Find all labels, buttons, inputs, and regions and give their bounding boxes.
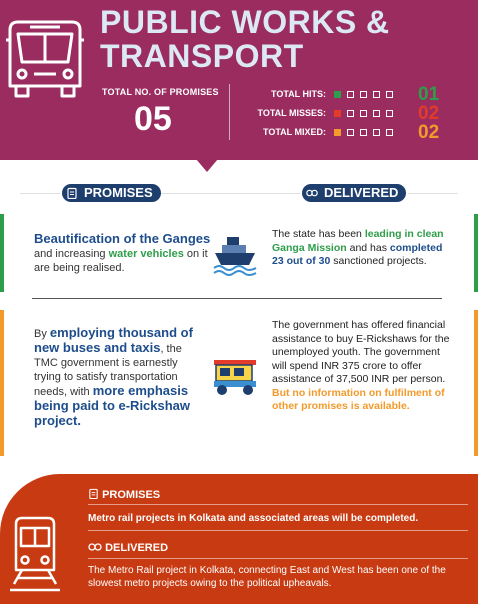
clipboard-icon (66, 187, 78, 199)
item-divider (32, 298, 442, 299)
stat-mixed-boxes (334, 129, 399, 147)
clipboard-icon (88, 488, 99, 499)
item2-delivered-text (272, 319, 452, 414)
page-title (100, 5, 390, 73)
item1-promise-end: on it are being realised. (34, 248, 208, 274)
bottom-promises-heading (88, 488, 160, 501)
item2-promise-a: By (34, 328, 50, 340)
stat-misses (236, 103, 466, 124)
total-promises-label: TOTAL NO. OF PROMISES (102, 87, 219, 97)
stat-box (386, 129, 393, 136)
header-notch (196, 159, 218, 172)
stat-box (386, 110, 393, 117)
item2-delivered-main: The government has offered financial assistance to buy E-Rickshaws for the unemployed youth. The government will spend INR 375 crore to offer assistance of 37,500 INR per person. (272, 319, 450, 385)
item1-promise-green: water vehicles (108, 248, 184, 260)
promises-heading-label: PROMISES (84, 185, 153, 200)
stat-box (360, 110, 367, 117)
item1-promise-text (34, 232, 224, 275)
item2-right-bar (474, 310, 478, 456)
item1-promise-bold: Beautification of the Ganges (34, 231, 211, 246)
bottom-panel (0, 474, 478, 604)
stat-box (347, 129, 354, 136)
stat-hits-value: 01 (418, 84, 440, 105)
stat-misses-label: TOTAL MISSES: (257, 108, 326, 118)
delivered-heading-label: DELIVERED (324, 185, 399, 200)
delivered-icon (306, 187, 318, 199)
e-rickshaw-icon (210, 356, 260, 398)
item1-delivered-green: leading in clean Ganga Mission (272, 228, 444, 254)
item1-delivered-text (272, 228, 447, 269)
promises-heading (62, 184, 161, 202)
bottom-delivered-label: DELIVERED (105, 542, 169, 554)
item1-right-bar (474, 214, 478, 292)
item2-promise-bold1: employing thousand of new buses and taxis (34, 325, 193, 355)
stat-mixed-label: TOTAL MIXED: (263, 127, 326, 137)
heading-rule (408, 193, 458, 194)
item2-promise-bold2: more emphasis being paid to e-Rickshaw project. (34, 383, 191, 428)
stat-box (334, 110, 341, 117)
bottom-rule (88, 558, 468, 559)
total-promises-value: 05 (134, 100, 172, 138)
metro-train-icon (6, 516, 64, 594)
stat-box (373, 110, 380, 117)
delivered-heading (302, 184, 406, 202)
heading-rule (20, 193, 60, 194)
header-banner (0, 0, 478, 160)
bus-icon (4, 16, 86, 102)
stat-box (334, 129, 341, 136)
item1-delivered-start: The state has been (272, 228, 365, 240)
item2-delivered-orange: But no information on fulfilment of other promises is available. (272, 386, 445, 412)
heading-rule (160, 193, 300, 194)
item2-promise-text (34, 326, 204, 429)
stat-box (360, 91, 367, 98)
title-line-2: TRANSPORT (100, 38, 304, 74)
title-line-1: PUBLIC WORKS & (100, 4, 390, 40)
delivered-icon (88, 542, 102, 552)
item1-left-bar (0, 214, 4, 292)
stat-box (373, 91, 380, 98)
bottom-promises-label: PROMISES (102, 489, 161, 501)
stat-box (347, 91, 354, 98)
ship-icon (212, 234, 258, 276)
stat-box (360, 129, 367, 136)
bottom-delivered-heading (88, 542, 168, 554)
stat-hits (236, 84, 466, 105)
item2-promise-b: , the TMC government is earnestly trying to satisfy transportation needs, with (34, 343, 182, 398)
stat-mixed-value: 02 (418, 122, 440, 143)
item1-delivered-blue: completed 23 out of 30 (272, 241, 443, 267)
stat-box (334, 91, 341, 98)
bottom-promises-text: Metro rail projects in Kolkata and associated areas will be completed. (88, 513, 419, 524)
stat-misses-value: 02 (418, 103, 440, 124)
stat-hits-label: TOTAL HITS: (271, 89, 326, 99)
item2-left-bar (0, 310, 4, 456)
item1-promise-mid: and increasing (34, 248, 109, 260)
item1-delivered-end: sanctioned projects. (330, 255, 427, 267)
bottom-rule (88, 530, 468, 531)
stat-box (347, 110, 354, 117)
bottom-rule (88, 504, 468, 505)
item1-delivered-mid: and has (346, 241, 390, 254)
stat-box (386, 91, 393, 98)
stat-box (373, 129, 380, 136)
header-divider (229, 84, 230, 140)
stat-mixed (236, 122, 466, 143)
bottom-delivered-text: The Metro Rail project in Kolkata, connecting East and West has been one of the slowest metro projects owing to the political upheavals. (88, 565, 446, 589)
